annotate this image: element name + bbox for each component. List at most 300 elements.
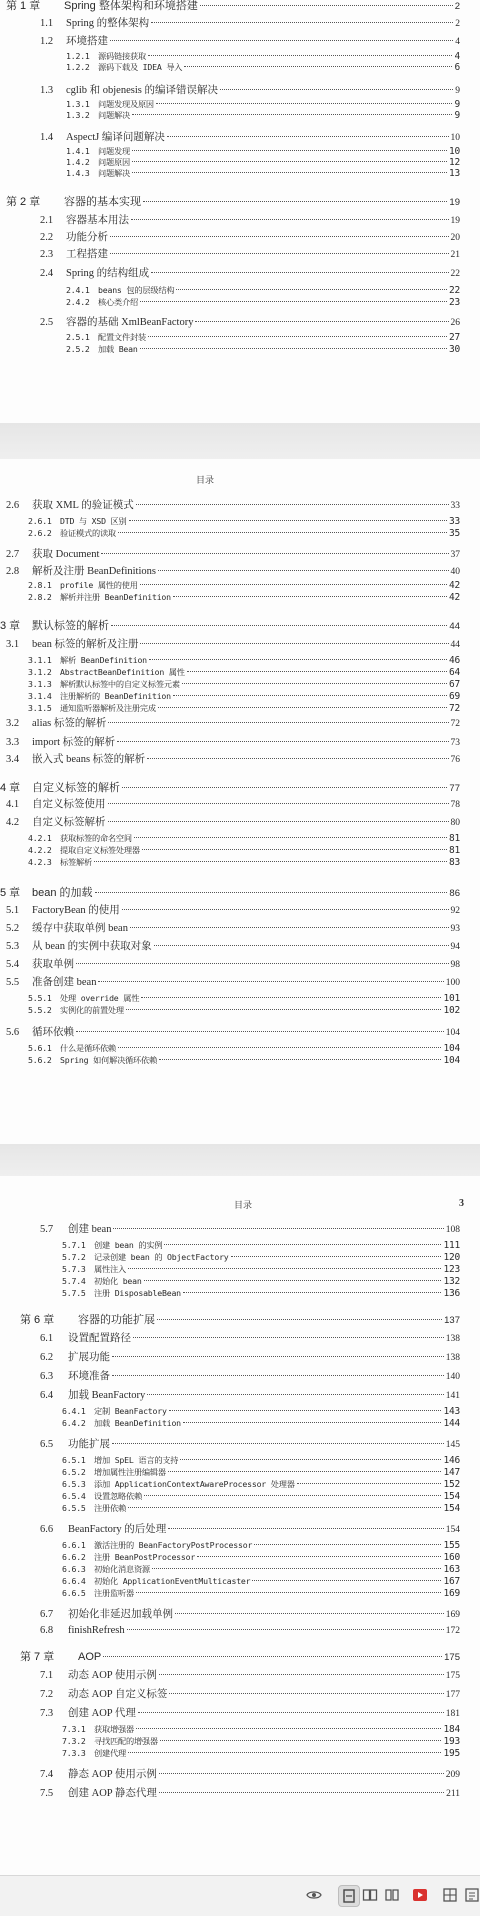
toc-entry-sub[interactable] <box>62 1406 460 1417</box>
dot-leader <box>127 1629 444 1630</box>
toc-entry-title: 创建 bean 的实例 <box>94 1240 163 1250</box>
toc-entry-sec[interactable] <box>6 751 460 766</box>
toc-entry-page: 169 <box>443 1588 460 1599</box>
book-view-icon[interactable] <box>382 1885 402 1905</box>
dot-leader <box>173 596 447 597</box>
toc-entry-page: 172 <box>445 1626 460 1636</box>
dot-leader <box>220 89 453 90</box>
toc-entry-title: 初始化 bean <box>94 1276 142 1286</box>
toc-entry-page: 141 <box>445 1391 460 1401</box>
toc-entry-page: 155 <box>443 1540 460 1551</box>
dot-leader <box>117 741 448 742</box>
toc-entry-sub[interactable] <box>62 1588 460 1599</box>
toc-entry-sub[interactable] <box>28 857 460 868</box>
toc-entry-sub[interactable] <box>66 99 460 110</box>
page-gap <box>0 423 480 459</box>
toc-entry-sec[interactable] <box>40 1686 460 1701</box>
toc-entry-sec[interactable] <box>6 902 460 917</box>
toc-entry-sub[interactable] <box>28 528 460 539</box>
toc-entry-number: 5.6 <box>6 1027 20 1038</box>
toc-entry-number: 6.5.5 <box>62 1503 86 1513</box>
toc-entry-sub[interactable] <box>62 1576 460 1587</box>
toc-entry-title: Spring 整体架构和环境搭建 <box>64 0 198 12</box>
toc-entry-page: 104 <box>445 1028 460 1038</box>
toc-entry-title: profile 属性的使用 <box>60 580 138 590</box>
toc-entry-number: 5.5 <box>6 977 20 988</box>
toc-entry-number: 2.5.1 <box>66 332 90 342</box>
dot-leader <box>148 55 453 56</box>
toc-entry-number: 5.4 <box>6 959 20 970</box>
toc-entry-sec[interactable] <box>40 1349 460 1364</box>
dot-leader <box>132 161 447 162</box>
toc-entry-page: 81 <box>448 845 460 856</box>
toc-entry-sec[interactable] <box>40 1387 460 1402</box>
eye-icon[interactable] <box>304 1885 324 1905</box>
toc-entry-title: 容器基本用法 <box>66 215 129 226</box>
toc-entry-title: 属性注入 <box>94 1264 126 1274</box>
toc-entry-sub[interactable] <box>62 1264 460 1275</box>
toc-entry-sec[interactable] <box>6 636 460 651</box>
toc-entry-number: 3.2 <box>6 718 20 729</box>
toc-entry-sub[interactable] <box>66 110 460 121</box>
toc-entry-number: 5.7.1 <box>62 1240 86 1250</box>
toc-entry-sec[interactable] <box>6 938 460 953</box>
dot-leader <box>128 1268 441 1269</box>
toc-entry-sub[interactable] <box>62 1276 460 1287</box>
toc-entry-page: 138 <box>445 1334 460 1344</box>
toc-entry-number: 5.7.3 <box>62 1264 86 1274</box>
toc-entry-title: 提取自定义标签处理器 <box>60 845 140 855</box>
toc-entry-title: 解析并注册 BeanDefinition <box>60 592 171 602</box>
toc-entry-page: 86 <box>449 888 460 899</box>
toc-entry-sub[interactable] <box>28 833 460 844</box>
toc-entry-sec[interactable] <box>40 1766 460 1781</box>
dot-leader <box>169 1410 442 1411</box>
dot-leader <box>159 1059 441 1060</box>
toc-entry-sec[interactable] <box>40 246 460 261</box>
toc-entry-number: 3.1.5 <box>28 703 52 713</box>
toc-entry-sub[interactable] <box>66 285 460 296</box>
toc-entry-title: AOP <box>78 1651 102 1663</box>
toc-entry-number: 1.4.2 <box>66 157 90 167</box>
toc-entry-page: 143 <box>443 1406 460 1417</box>
dot-leader <box>157 1319 442 1320</box>
toc-entry-sec[interactable] <box>6 546 460 561</box>
toc-entry-sec[interactable] <box>6 956 460 971</box>
toc-entry-page: 44 <box>449 621 460 632</box>
toc-entry-sub[interactable] <box>62 1540 460 1551</box>
toc-entry-sec[interactable] <box>6 734 460 749</box>
toc-entry-sec[interactable] <box>40 1330 460 1345</box>
toc-entry-number: 第 2 章 <box>6 196 41 208</box>
toc-entry-title: 功能分析 <box>66 232 108 243</box>
toc-entry-title: 扩展功能 <box>68 1352 110 1363</box>
toc-entry-number: 1.2.2 <box>66 62 90 72</box>
dot-leader <box>131 219 449 220</box>
toc-entry-title: 通知监听器解析及注册完成 <box>60 703 156 713</box>
dot-leader <box>151 22 453 23</box>
toc-entry-page: 181 <box>445 1709 460 1719</box>
toc-entry-sec[interactable] <box>40 33 460 48</box>
toc-entry-sec[interactable] <box>40 314 460 329</box>
dot-leader <box>122 909 449 910</box>
dot-leader <box>254 1544 441 1545</box>
toc-entry-title: 加载 BeanFactory <box>68 1390 146 1401</box>
toc-entry-sub[interactable] <box>28 691 460 702</box>
dot-leader <box>140 584 447 585</box>
dot-leader <box>103 1656 442 1657</box>
toc-entry-number: 5.7.4 <box>62 1276 86 1286</box>
toc-entry-sec[interactable] <box>40 1436 460 1451</box>
toc-entry-number: 6.6.5 <box>62 1588 86 1598</box>
fit-page-icon[interactable] <box>462 1885 480 1905</box>
toc-entry-sub[interactable] <box>28 1055 460 1066</box>
toc-entry-sub[interactable] <box>62 1564 460 1575</box>
dot-leader <box>136 504 449 505</box>
toc-entry-chap[interactable] <box>6 0 460 13</box>
toc-entry-page: 94 <box>450 942 460 952</box>
toc-entry-title: 环境搭建 <box>66 36 108 47</box>
toc-entry-page: 4 <box>455 37 460 47</box>
toc-entry-page: 78 <box>450 800 460 810</box>
toc-entry-sub[interactable] <box>66 157 460 168</box>
dot-leader <box>144 1495 442 1496</box>
toc-entry-sub[interactable] <box>28 1005 460 1016</box>
toc-entry-number: 1.3.2 <box>66 110 90 120</box>
toc-entry-sub[interactable] <box>62 1288 460 1299</box>
toc-entry-number: 6.6.2 <box>62 1552 86 1562</box>
toc-entry-sub[interactable] <box>62 1503 460 1514</box>
single-page-icon[interactable] <box>338 1885 360 1907</box>
toc-entry-page: 101 <box>443 993 460 1004</box>
toc-entry-number: 4 章 <box>0 782 21 794</box>
toc-entry-page: 19 <box>449 197 460 208</box>
grid-thumbnail-icon[interactable] <box>440 1885 460 1905</box>
dot-leader <box>129 520 447 521</box>
toc-entry-sub[interactable] <box>28 592 460 603</box>
toc-entry-title: 解析及注册 BeanDefinitions <box>32 566 156 577</box>
toc-entry-title: 问题原因 <box>98 157 130 167</box>
toc-entry-sec[interactable] <box>40 15 460 30</box>
dot-leader <box>108 722 448 723</box>
toc-entry-sec[interactable] <box>40 1705 460 1720</box>
toc-entry-title: Spring 的整体架构 <box>66 18 150 29</box>
toc-entry-sub[interactable] <box>62 1736 460 1747</box>
toc-entry-number: 7.2 <box>40 1689 54 1700</box>
dot-leader <box>138 1712 444 1713</box>
dot-leader <box>151 272 448 273</box>
toc-entry-title: 设置配置路径 <box>68 1333 131 1344</box>
toc-entry-page: 123 <box>443 1264 460 1275</box>
toc-entry-title: 增加 SpEL 语言的支持 <box>94 1455 179 1465</box>
toc-entry-sub[interactable] <box>28 655 460 666</box>
dot-leader <box>112 1443 444 1444</box>
toc-entry-sec[interactable] <box>6 1024 460 1039</box>
toc-entry-page: 81 <box>448 833 460 844</box>
toc-entry-number: 7.3 <box>40 1708 54 1719</box>
toc-entry-sec[interactable] <box>6 920 460 935</box>
toc-entry-number: 第 7 章 <box>20 1651 55 1663</box>
dot-leader <box>142 849 447 850</box>
toc-entry-page: 140 <box>445 1372 460 1382</box>
toc-entry-chap[interactable] <box>0 779 460 795</box>
toc-entry-sec[interactable] <box>6 497 460 512</box>
dot-leader <box>110 236 449 237</box>
toc-entry-sub[interactable] <box>66 51 460 62</box>
toc-entry-title: FactoryBean 的使用 <box>32 905 120 916</box>
toc-entry-sub[interactable] <box>28 993 460 1004</box>
toc-entry-sub[interactable] <box>62 1491 460 1502</box>
toc-entry-number: 2.6.1 <box>28 516 52 526</box>
toc-entry-title: 工程搭建 <box>66 249 108 260</box>
toc-entry-sec[interactable] <box>40 1785 460 1800</box>
toc-entry-title: 注册监听器 <box>94 1588 134 1598</box>
toc-entry-sub[interactable] <box>28 516 460 527</box>
toc-entry-title: 注册解析的 BeanDefinition <box>60 691 171 701</box>
toc-entry-sub[interactable] <box>28 679 460 690</box>
toc-entry-sub[interactable] <box>62 1552 460 1563</box>
toc-entry-title: AbstractBeanDefinition 属性 <box>60 667 185 677</box>
toc-entry-page: 211 <box>446 1789 460 1799</box>
dot-leader <box>180 1459 441 1460</box>
page-gap <box>0 1144 480 1176</box>
toc-entry-page: 152 <box>443 1479 460 1490</box>
toc-entry-number: 3.1.3 <box>28 679 52 689</box>
toc-entry-title: 什么是循环依赖 <box>60 1043 116 1053</box>
toc-entry-page: 10 <box>448 146 460 157</box>
toc-entry-page: 10 <box>450 133 460 143</box>
toc-entry-sub[interactable] <box>62 1724 460 1735</box>
toc-entry-title: 问题解决 <box>98 110 130 120</box>
toc-entry-number: 7.3.3 <box>62 1748 86 1758</box>
toc-entry-number: 第 6 章 <box>20 1314 55 1326</box>
toc-entry-page: 73 <box>450 738 460 748</box>
toc-entry-title: 解析默认标签中的自定义标签元素 <box>60 679 180 689</box>
toc-entry-number: 6.3 <box>40 1371 54 1382</box>
toc-entry-title: 实例化的前置处理 <box>60 1005 124 1015</box>
toc-entry-page: 13 <box>448 168 460 179</box>
toc-entry-page: 35 <box>448 528 460 539</box>
toc-entry-page: 64 <box>448 667 460 678</box>
toc-entry-chap[interactable] <box>6 193 460 209</box>
toc-entry-sub[interactable] <box>62 1240 460 1251</box>
toc-entry-number: 1.3.1 <box>66 99 90 109</box>
toc-entry-sub[interactable] <box>28 703 460 714</box>
toc-entry-page: 98 <box>450 960 460 970</box>
toc-entry-page: 9 <box>454 99 460 110</box>
toc-entry-title: 验证模式的读取 <box>60 528 116 538</box>
toc-entry-page: 4 <box>454 51 460 62</box>
toc-entry-sub[interactable] <box>66 168 460 179</box>
dot-leader <box>149 659 447 660</box>
toc-entry-title: 源码链接获取 <box>98 51 146 61</box>
toc-entry-sec[interactable] <box>6 563 460 578</box>
toc-entry-page: 26 <box>450 318 460 328</box>
toc-entry-title: 解析 BeanDefinition <box>60 655 147 665</box>
toc-entry-sub[interactable] <box>28 580 460 591</box>
toc-entry-page: 154 <box>443 1503 460 1514</box>
toc-entry-page: 93 <box>450 924 460 934</box>
toc-entry-title: finishRefresh <box>68 1625 125 1636</box>
dot-leader <box>132 150 447 151</box>
dot-leader <box>136 1592 441 1593</box>
toc-entry-page: 67 <box>448 679 460 690</box>
dot-leader <box>159 1792 444 1793</box>
toc-entry-page: 120 <box>443 1252 460 1263</box>
toc-entry-chap[interactable] <box>20 1311 460 1327</box>
toc-entry-title: 问题解决 <box>98 168 130 178</box>
dot-leader <box>108 803 449 804</box>
dot-leader <box>128 1752 441 1753</box>
toc-entry-number: 2.8.2 <box>28 592 52 602</box>
dot-leader <box>197 1556 441 1557</box>
dot-leader <box>169 1693 443 1694</box>
toc-entry-title: bean 的加载 <box>32 887 93 899</box>
dot-leader <box>108 821 449 822</box>
toc-entry-chap[interactable] <box>0 617 460 633</box>
toc-entry-sub[interactable] <box>62 1748 460 1759</box>
toc-entry-sec[interactable] <box>40 229 460 244</box>
toc-entry-title: 创建 AOP 代理 <box>68 1708 136 1719</box>
toc-entry-title: 定制 BeanFactory <box>94 1406 167 1416</box>
double-page-icon[interactable] <box>360 1885 380 1905</box>
dot-leader <box>128 1507 441 1508</box>
toc-entry-title: 问题发现及原因 <box>98 99 154 109</box>
dot-leader <box>195 321 448 322</box>
toc-entry-page: 46 <box>448 655 460 666</box>
toc-entry-number: 6.2 <box>40 1352 54 1363</box>
toc-entry-page: 22 <box>450 269 460 279</box>
toc-entry-number: 5.1 <box>6 905 20 916</box>
toc-entry-number: 7.4 <box>40 1769 54 1780</box>
toc-entry-page: 33 <box>448 516 460 527</box>
toc-entry-number: 6.6.4 <box>62 1576 86 1586</box>
play-icon[interactable] <box>410 1885 430 1905</box>
toc-entry-title: 缓存中获取单例 bean <box>32 923 128 934</box>
toc-entry-title: 创建 AOP 静态代理 <box>68 1788 157 1799</box>
toc-entry-page: 195 <box>443 1748 460 1759</box>
dot-leader <box>110 253 449 254</box>
toc-entry-number: 5.7.5 <box>62 1288 86 1298</box>
toc-entry-number: 7.3.2 <box>62 1736 86 1746</box>
toc-entry-number: 3.1.1 <box>28 655 52 665</box>
toc-entry-number: 1.3 <box>40 85 54 96</box>
dot-leader <box>143 201 447 202</box>
dot-leader <box>133 1337 444 1338</box>
toc-entry-sub[interactable] <box>66 344 460 355</box>
toc-entry-sub[interactable] <box>28 667 460 678</box>
toc-entry-sec[interactable] <box>40 1521 460 1536</box>
toc-entry-title: 自定义标签的解析 <box>32 782 120 794</box>
toc-entry-page: 136 <box>443 1288 460 1299</box>
toc-entry-page: 92 <box>450 906 460 916</box>
dot-leader <box>147 758 448 759</box>
document-page-2 <box>0 459 480 1144</box>
toc-entry-sec[interactable] <box>40 1625 460 1636</box>
toc-entry-sub[interactable] <box>62 1455 460 1466</box>
toc-entry-chap[interactable] <box>0 884 460 900</box>
page-number: 3 <box>459 1198 464 1209</box>
dot-leader <box>122 787 447 788</box>
dot-leader <box>132 172 447 173</box>
toc-entry-number: 5.7 <box>40 1224 54 1235</box>
toc-entry-page: 102 <box>443 1005 460 1016</box>
toc-entry-sec[interactable] <box>40 1368 460 1383</box>
dot-leader <box>152 1568 442 1569</box>
toc-entry-sec[interactable] <box>40 1667 460 1682</box>
toc-entry-sec[interactable] <box>40 265 460 280</box>
toc-entry-number: 6.7 <box>40 1609 54 1620</box>
toc-entry-title: DTD 与 XSD 区别 <box>60 516 127 526</box>
toc-entry-title: Spring 的结构组成 <box>66 268 150 279</box>
toc-entry-page: 30 <box>448 344 460 355</box>
toc-entry-sub[interactable] <box>66 146 460 157</box>
toc-entry-sub[interactable] <box>62 1467 460 1478</box>
dot-leader <box>144 1280 442 1281</box>
toc-entry-number: 5.6.1 <box>28 1043 52 1053</box>
dot-leader <box>95 892 448 893</box>
toc-entry-page: 33 <box>450 501 460 511</box>
toc-entry-page: 9 <box>455 86 460 96</box>
toc-entry-sub[interactable] <box>62 1418 460 1429</box>
toc-entry-sub[interactable] <box>28 1043 460 1054</box>
toc-entry-sub[interactable] <box>62 1479 460 1490</box>
toc-entry-sec[interactable] <box>40 212 460 227</box>
toc-entry-title: 嵌入式 beans 标签的解析 <box>32 754 146 765</box>
toc-entry-title: 处理 override 属性 <box>60 993 140 1003</box>
dot-leader <box>252 1580 441 1581</box>
toc-entry-title: 准备创建 bean <box>32 977 97 988</box>
toc-entry-sub[interactable] <box>66 297 460 308</box>
toc-entry-sub[interactable] <box>62 1252 460 1263</box>
toc-entry-number: 6.1 <box>40 1333 54 1344</box>
toc-entry-number: 4.1 <box>6 799 20 810</box>
toc-entry-title: 注册依赖 <box>94 1503 126 1513</box>
toc-entry-number: 4.2.2 <box>28 845 52 855</box>
toc-entry-sec[interactable] <box>40 1606 460 1621</box>
toc-entry-title: 获取标签的命名空间 <box>60 833 132 843</box>
toc-entry-sec[interactable] <box>6 715 460 730</box>
toc-entry-number: 6.5.1 <box>62 1455 86 1465</box>
toc-entry-sec[interactable] <box>6 814 460 829</box>
toc-entry-page: 9 <box>454 110 460 121</box>
toc-entry-title: 获取单例 <box>32 959 74 970</box>
toc-entry-page: 177 <box>445 1690 460 1700</box>
toc-entry-sec[interactable] <box>40 1221 460 1236</box>
toc-entry-sec[interactable] <box>6 974 460 989</box>
toc-entry-sub[interactable] <box>28 845 460 856</box>
toc-entry-sub[interactable] <box>66 62 460 73</box>
toc-entry-sec[interactable] <box>6 796 460 811</box>
toc-entry-number: 5.7.2 <box>62 1252 86 1262</box>
toc-entry-title: 容器的基础 XmlBeanFactory <box>66 317 194 328</box>
toc-entry-page: 44 <box>450 640 460 650</box>
toc-entry-number: 2.4 <box>40 268 54 279</box>
toc-entry-sec[interactable] <box>40 129 460 144</box>
toc-entry-page: 209 <box>445 1770 460 1780</box>
toc-entry-sec[interactable] <box>40 82 460 97</box>
toc-entry-number: 2.5 <box>40 317 54 328</box>
toc-entry-page: 77 <box>449 783 460 794</box>
dot-leader <box>112 1375 444 1376</box>
toc-entry-sub[interactable] <box>66 332 460 343</box>
toc-entry-title: 动态 AOP 使用示例 <box>68 1670 157 1681</box>
toc-entry-chap[interactable] <box>20 1648 460 1664</box>
toc-entry-number: 7.5 <box>40 1788 54 1799</box>
toc-entry-page: 72 <box>450 719 460 729</box>
toc-entry-title: 配置文件封装 <box>98 332 146 342</box>
toc-entry-number: 6.5.3 <box>62 1479 86 1489</box>
